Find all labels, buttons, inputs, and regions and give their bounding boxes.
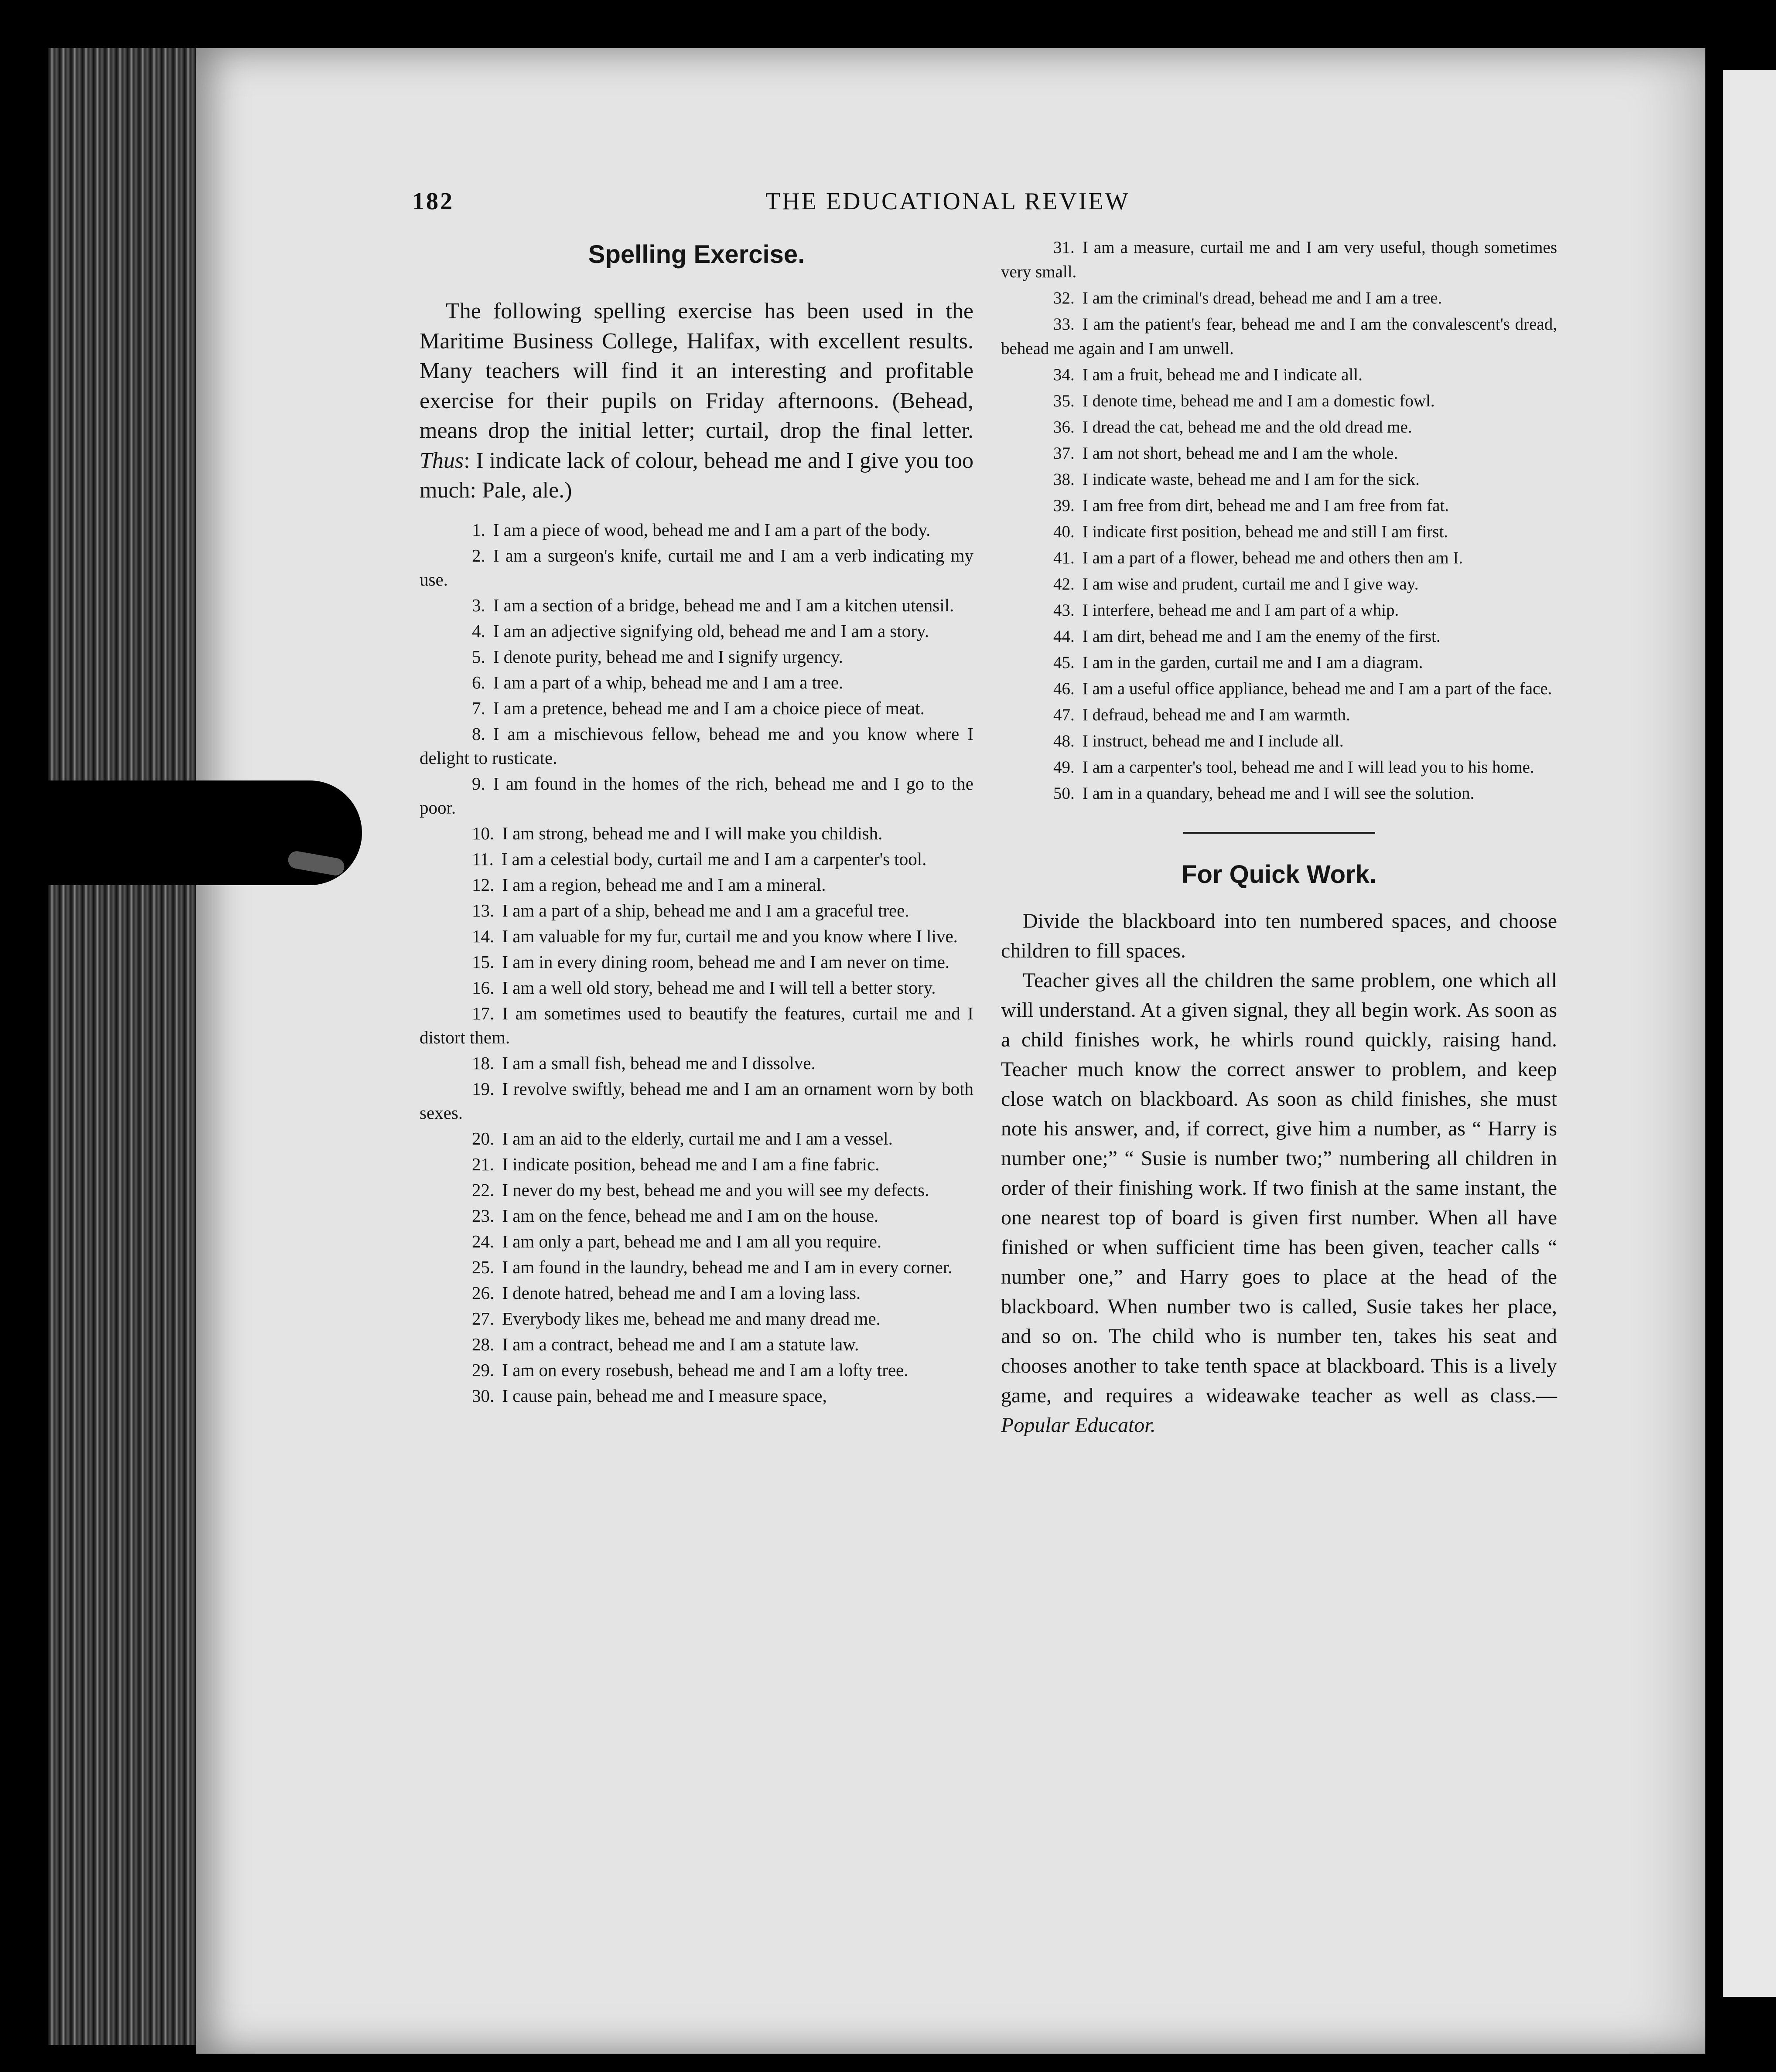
item-number: 17. bbox=[472, 1003, 495, 1023]
spelling-list-right bbox=[1001, 235, 1557, 806]
item-number: 47. bbox=[1053, 705, 1075, 724]
item-number: 44. bbox=[1053, 627, 1075, 646]
spelling-item bbox=[420, 645, 973, 669]
item-text: I am an adjective signifying old, behead me and I am a story. bbox=[493, 620, 929, 641]
item-text: I am a region, behead me and I am a mineral. bbox=[502, 874, 826, 895]
spelling-item bbox=[420, 847, 973, 871]
spelling-intro bbox=[420, 296, 973, 506]
spelling-item bbox=[420, 1002, 973, 1050]
item-number: 49. bbox=[1053, 758, 1075, 777]
spelling-item bbox=[420, 899, 973, 923]
spelling-item bbox=[1001, 677, 1557, 701]
spelling-list-left bbox=[420, 518, 973, 1408]
item-text: I am found in the homes of the rich, behead me and I go to the poor. bbox=[420, 773, 973, 818]
spelling-item bbox=[420, 821, 973, 845]
intro-text-1: The following spelling exercise has been used in the Maritime Business College, Halifax, with excellent results. Many teachers will find it an interesting and profitable exercise for their pupils on Friday afternoons. (Behead, means drop the initial letter; curtail, drop the final letter. bbox=[420, 299, 973, 443]
item-text: I am a part of a flower, behead me and others then am I. bbox=[1082, 549, 1463, 567]
item-text: I indicate first position, behead me and still I am first. bbox=[1082, 522, 1448, 541]
journal-title: THE EDUCATIONAL REVIEW bbox=[765, 188, 1130, 215]
left-column bbox=[420, 240, 973, 1410]
item-number: 40. bbox=[1053, 522, 1075, 541]
spelling-item bbox=[1001, 415, 1557, 440]
spelling-item bbox=[420, 518, 973, 542]
spelling-item bbox=[1001, 651, 1557, 675]
item-text: I am on every rosebush, behead me and I am a lofty tree. bbox=[502, 1360, 908, 1380]
quick-work-body: Teacher gives all the children the same problem, one which all will understand. At a given signal, they all begin work. As soon as a child finishes work, he whirls round quickly, raising hand. Teacher much know the correct answer to problem, and keep close watch on blackboard. As soon as child finishes, she must note his answer, and, if correct, give him a number, as “ Harry is number one;” “ Susie is number two;” numbering all children in order of their finishing work. If two finish at the same instant, the one nearest top of board is given first number. When all have finished or when sufficient time has been given, teacher calls “ number one,” and Harry goes to place at the head of the blackboard. When number two is called, Susie takes her place, and so on. The child who is number ten, takes his seat and chooses another to take tenth space at blackboard. This is a lively game, and requires a wideawake teacher as well as class.— bbox=[1001, 969, 1557, 1407]
item-number: 21. bbox=[472, 1154, 495, 1174]
spelling-item bbox=[1001, 546, 1557, 570]
item-text: I instruct, behead me and I include all. bbox=[1082, 732, 1344, 750]
item-number: 8. bbox=[472, 723, 485, 744]
spelling-item bbox=[1001, 755, 1557, 780]
item-number: 19. bbox=[472, 1078, 495, 1099]
item-text: I am free from dirt, behead me and I am free from fat. bbox=[1082, 496, 1449, 515]
item-number: 32. bbox=[1053, 289, 1075, 307]
item-text: I am sometimes used to beautify the features, curtail me and I distort them. bbox=[420, 1003, 973, 1047]
item-number: 4. bbox=[472, 620, 485, 641]
item-number: 37. bbox=[1053, 444, 1075, 463]
facing-page-edge bbox=[1723, 70, 1776, 1997]
item-text: I indicate position, behead me and I am a fine fabric. bbox=[502, 1154, 880, 1174]
spelling-item bbox=[420, 950, 973, 974]
spelling-item bbox=[1001, 363, 1557, 387]
item-number: 7. bbox=[472, 698, 485, 718]
spelling-item bbox=[420, 1178, 973, 1202]
item-number: 41. bbox=[1053, 549, 1075, 567]
item-text: I am found in the laundry, behead me and I am in every corner. bbox=[502, 1257, 953, 1277]
spelling-item bbox=[420, 1281, 973, 1305]
spelling-item bbox=[1001, 703, 1557, 727]
item-number: 15. bbox=[472, 951, 495, 972]
item-text: I am valuable for my fur, curtail me and you know where I live. bbox=[502, 926, 958, 946]
item-text: I interfere, behead me and I am part of a whip. bbox=[1082, 601, 1399, 620]
item-number: 38. bbox=[1053, 470, 1075, 489]
spelling-item bbox=[420, 1255, 973, 1279]
item-text: I am a part of a ship, behead me and I am a graceful tree. bbox=[502, 900, 909, 920]
item-number: 2. bbox=[472, 545, 485, 566]
item-text: Everybody likes me, behead me and many dread me. bbox=[502, 1308, 881, 1329]
spelling-item bbox=[420, 1307, 973, 1331]
item-text: I indicate waste, behead me and I am for the sick. bbox=[1082, 470, 1420, 489]
item-text: I denote hatred, behead me and I am a loving lass. bbox=[502, 1282, 861, 1303]
spelling-item bbox=[420, 696, 973, 720]
spelling-item bbox=[420, 1384, 973, 1408]
spelling-item bbox=[1001, 520, 1557, 544]
item-text: I am a carpenter's tool, behead me and I will lead you to his home. bbox=[1082, 758, 1534, 777]
spelling-item bbox=[1001, 235, 1557, 284]
quick-work-paragraph-1: Divide the blackboard into ten numbered spaces, and choose children to fill spaces. bbox=[1001, 910, 1557, 962]
item-text: I am a mischievous fellow, behead me and you know where I delight to rusticate. bbox=[420, 723, 973, 768]
item-text: I never do my best, behead me and you will see my defects. bbox=[502, 1179, 929, 1200]
item-number: 1. bbox=[472, 519, 485, 540]
item-text: I dread the cat, behead me and the old dread me. bbox=[1082, 418, 1412, 436]
item-text: I denote time, behead me and I am a domestic fowl. bbox=[1082, 392, 1435, 410]
item-number: 13. bbox=[472, 900, 495, 920]
spelling-item bbox=[420, 1127, 973, 1151]
item-number: 20. bbox=[472, 1128, 495, 1148]
item-text: I am in the garden, curtail me and I am a diagram. bbox=[1082, 653, 1423, 672]
spelling-item bbox=[420, 1358, 973, 1382]
item-number: 42. bbox=[1053, 575, 1075, 593]
spelling-item bbox=[1001, 624, 1557, 649]
item-number: 23. bbox=[472, 1205, 495, 1226]
item-number: 31. bbox=[1053, 238, 1075, 257]
spelling-item bbox=[1001, 494, 1557, 518]
item-number: 39. bbox=[1053, 496, 1075, 515]
intro-thus: Thus bbox=[420, 448, 464, 473]
item-number: 50. bbox=[1053, 784, 1075, 803]
spelling-item bbox=[1001, 781, 1557, 806]
item-number: 10. bbox=[472, 823, 495, 843]
item-number: 26. bbox=[472, 1282, 495, 1303]
item-text: I am a piece of wood, behead me and I am a part of the body. bbox=[493, 519, 931, 540]
item-text: I denote purity, behead me and I signify urgency. bbox=[493, 646, 844, 667]
intro-text-2: : I indicate lack of colour, behead me and I give you too much: Pale, ale.) bbox=[420, 448, 973, 503]
spelling-item bbox=[1001, 286, 1557, 310]
item-text: I am a measure, curtail me and I am very useful, though sometimes very small. bbox=[1001, 238, 1557, 281]
item-text: I am an aid to the elderly, curtail me and I am a vessel. bbox=[502, 1128, 893, 1148]
item-text: I cause pain, behead me and I measure space, bbox=[502, 1385, 827, 1406]
item-number: 11. bbox=[472, 849, 494, 869]
item-text: I am a part of a whip, behead me and I am a tree. bbox=[493, 672, 844, 692]
item-number: 18. bbox=[472, 1053, 495, 1073]
item-number: 30. bbox=[472, 1385, 495, 1406]
spelling-item bbox=[420, 1077, 973, 1125]
item-text: I am a contract, behead me and I am a statute law. bbox=[502, 1334, 859, 1354]
item-text: I am a fruit, behead me and I indicate all. bbox=[1082, 365, 1363, 384]
spelling-item bbox=[420, 1204, 973, 1228]
item-number: 9. bbox=[472, 773, 485, 794]
item-text: I am on the fence, behead me and I am on the house. bbox=[502, 1205, 879, 1226]
spelling-item bbox=[420, 619, 973, 643]
source-citation: Popular Educator. bbox=[1001, 1414, 1156, 1437]
spelling-item bbox=[420, 924, 973, 948]
spelling-item bbox=[420, 544, 973, 592]
spelling-item bbox=[1001, 389, 1557, 413]
item-number: 43. bbox=[1053, 601, 1075, 620]
spelling-item bbox=[1001, 729, 1557, 753]
item-text: I am dirt, behead me and I am the enemy of the first. bbox=[1082, 627, 1441, 646]
item-text: I am a celestial body, curtail me and I am a carpenter's tool. bbox=[501, 849, 927, 869]
spelling-item bbox=[420, 976, 973, 1000]
item-text: I am in every dining room, behead me and I am never on time. bbox=[502, 951, 950, 972]
item-number: 34. bbox=[1053, 365, 1075, 384]
item-number: 45. bbox=[1053, 653, 1075, 672]
item-text: I revolve swiftly, behead me and I am an ornament worn by both sexes. bbox=[420, 1078, 973, 1123]
spelling-exercise-heading: Spelling Exercise. bbox=[588, 240, 805, 269]
spelling-item bbox=[420, 1152, 973, 1176]
item-text: I am only a part, behead me and I am all you require. bbox=[502, 1231, 882, 1251]
item-text: I am a small fish, behead me and I dissolve. bbox=[502, 1053, 816, 1073]
item-number: 25. bbox=[472, 1257, 495, 1277]
item-text: I am a useful office appliance, behead me and I am a part of the face. bbox=[1082, 679, 1552, 698]
item-text: I am not short, behead me and I am the whole. bbox=[1082, 444, 1398, 463]
item-number: 36. bbox=[1053, 418, 1075, 436]
item-number: 16. bbox=[472, 977, 495, 998]
item-number: 28. bbox=[472, 1334, 495, 1354]
item-number: 3. bbox=[472, 595, 485, 615]
running-header bbox=[412, 187, 1180, 222]
item-text: I am the patient's fear, behead me and I am the convalescent's dread, behead me again and I am unwell. bbox=[1001, 315, 1557, 358]
spelling-item bbox=[1001, 441, 1557, 466]
spelling-item bbox=[420, 1230, 973, 1254]
item-number: 27. bbox=[472, 1308, 495, 1329]
item-text: I am wise and prudent, curtail me and I give way. bbox=[1082, 575, 1419, 593]
item-number: 14. bbox=[472, 926, 495, 946]
spelling-item bbox=[420, 593, 973, 617]
item-number: 33. bbox=[1053, 315, 1075, 334]
page-number: 182 bbox=[412, 188, 454, 215]
quick-work-heading: For Quick Work. bbox=[1182, 860, 1376, 889]
item-number: 12. bbox=[472, 874, 495, 895]
spelling-item bbox=[1001, 598, 1557, 623]
item-text: I am strong, behead me and I will make you childish. bbox=[502, 823, 883, 843]
spelling-item bbox=[1001, 572, 1557, 596]
item-text: I am a well old story, behead me and I will tell a better story. bbox=[502, 977, 936, 998]
item-number: 35. bbox=[1053, 392, 1075, 410]
item-text: I am a pretence, behead me and I am a choice piece of meat. bbox=[493, 698, 925, 718]
quick-work-paragraph-2 bbox=[1001, 966, 1557, 1440]
item-text: I am in a quandary, behead me and I will see the solution. bbox=[1082, 784, 1475, 803]
item-number: 48. bbox=[1053, 732, 1075, 750]
item-number: 5. bbox=[472, 646, 485, 667]
item-number: 29. bbox=[472, 1360, 495, 1380]
spelling-item bbox=[420, 873, 973, 897]
item-number: 46. bbox=[1053, 679, 1075, 698]
spelling-item bbox=[420, 1332, 973, 1356]
section-divider bbox=[1183, 832, 1375, 834]
item-number: 24. bbox=[472, 1231, 495, 1251]
right-column bbox=[1001, 235, 1557, 1440]
spelling-item bbox=[1001, 467, 1557, 492]
spelling-item bbox=[1001, 312, 1557, 361]
item-text: I defraud, behead me and I am warmth. bbox=[1082, 705, 1350, 724]
item-text: I am the criminal's dread, behead me and I am a tree. bbox=[1082, 289, 1442, 307]
item-text: I am a section of a bridge, behead me and I am a kitchen utensil. bbox=[493, 595, 954, 615]
spelling-item bbox=[420, 1051, 973, 1075]
spelling-item bbox=[420, 671, 973, 695]
spelling-item bbox=[420, 772, 973, 820]
item-number: 22. bbox=[472, 1179, 495, 1200]
item-number: 6. bbox=[472, 672, 485, 692]
item-text: I am a surgeon's knife, curtail me and I am a verb indicating my use. bbox=[420, 545, 973, 590]
book-page-edges bbox=[48, 48, 205, 2045]
spelling-item bbox=[420, 722, 973, 770]
